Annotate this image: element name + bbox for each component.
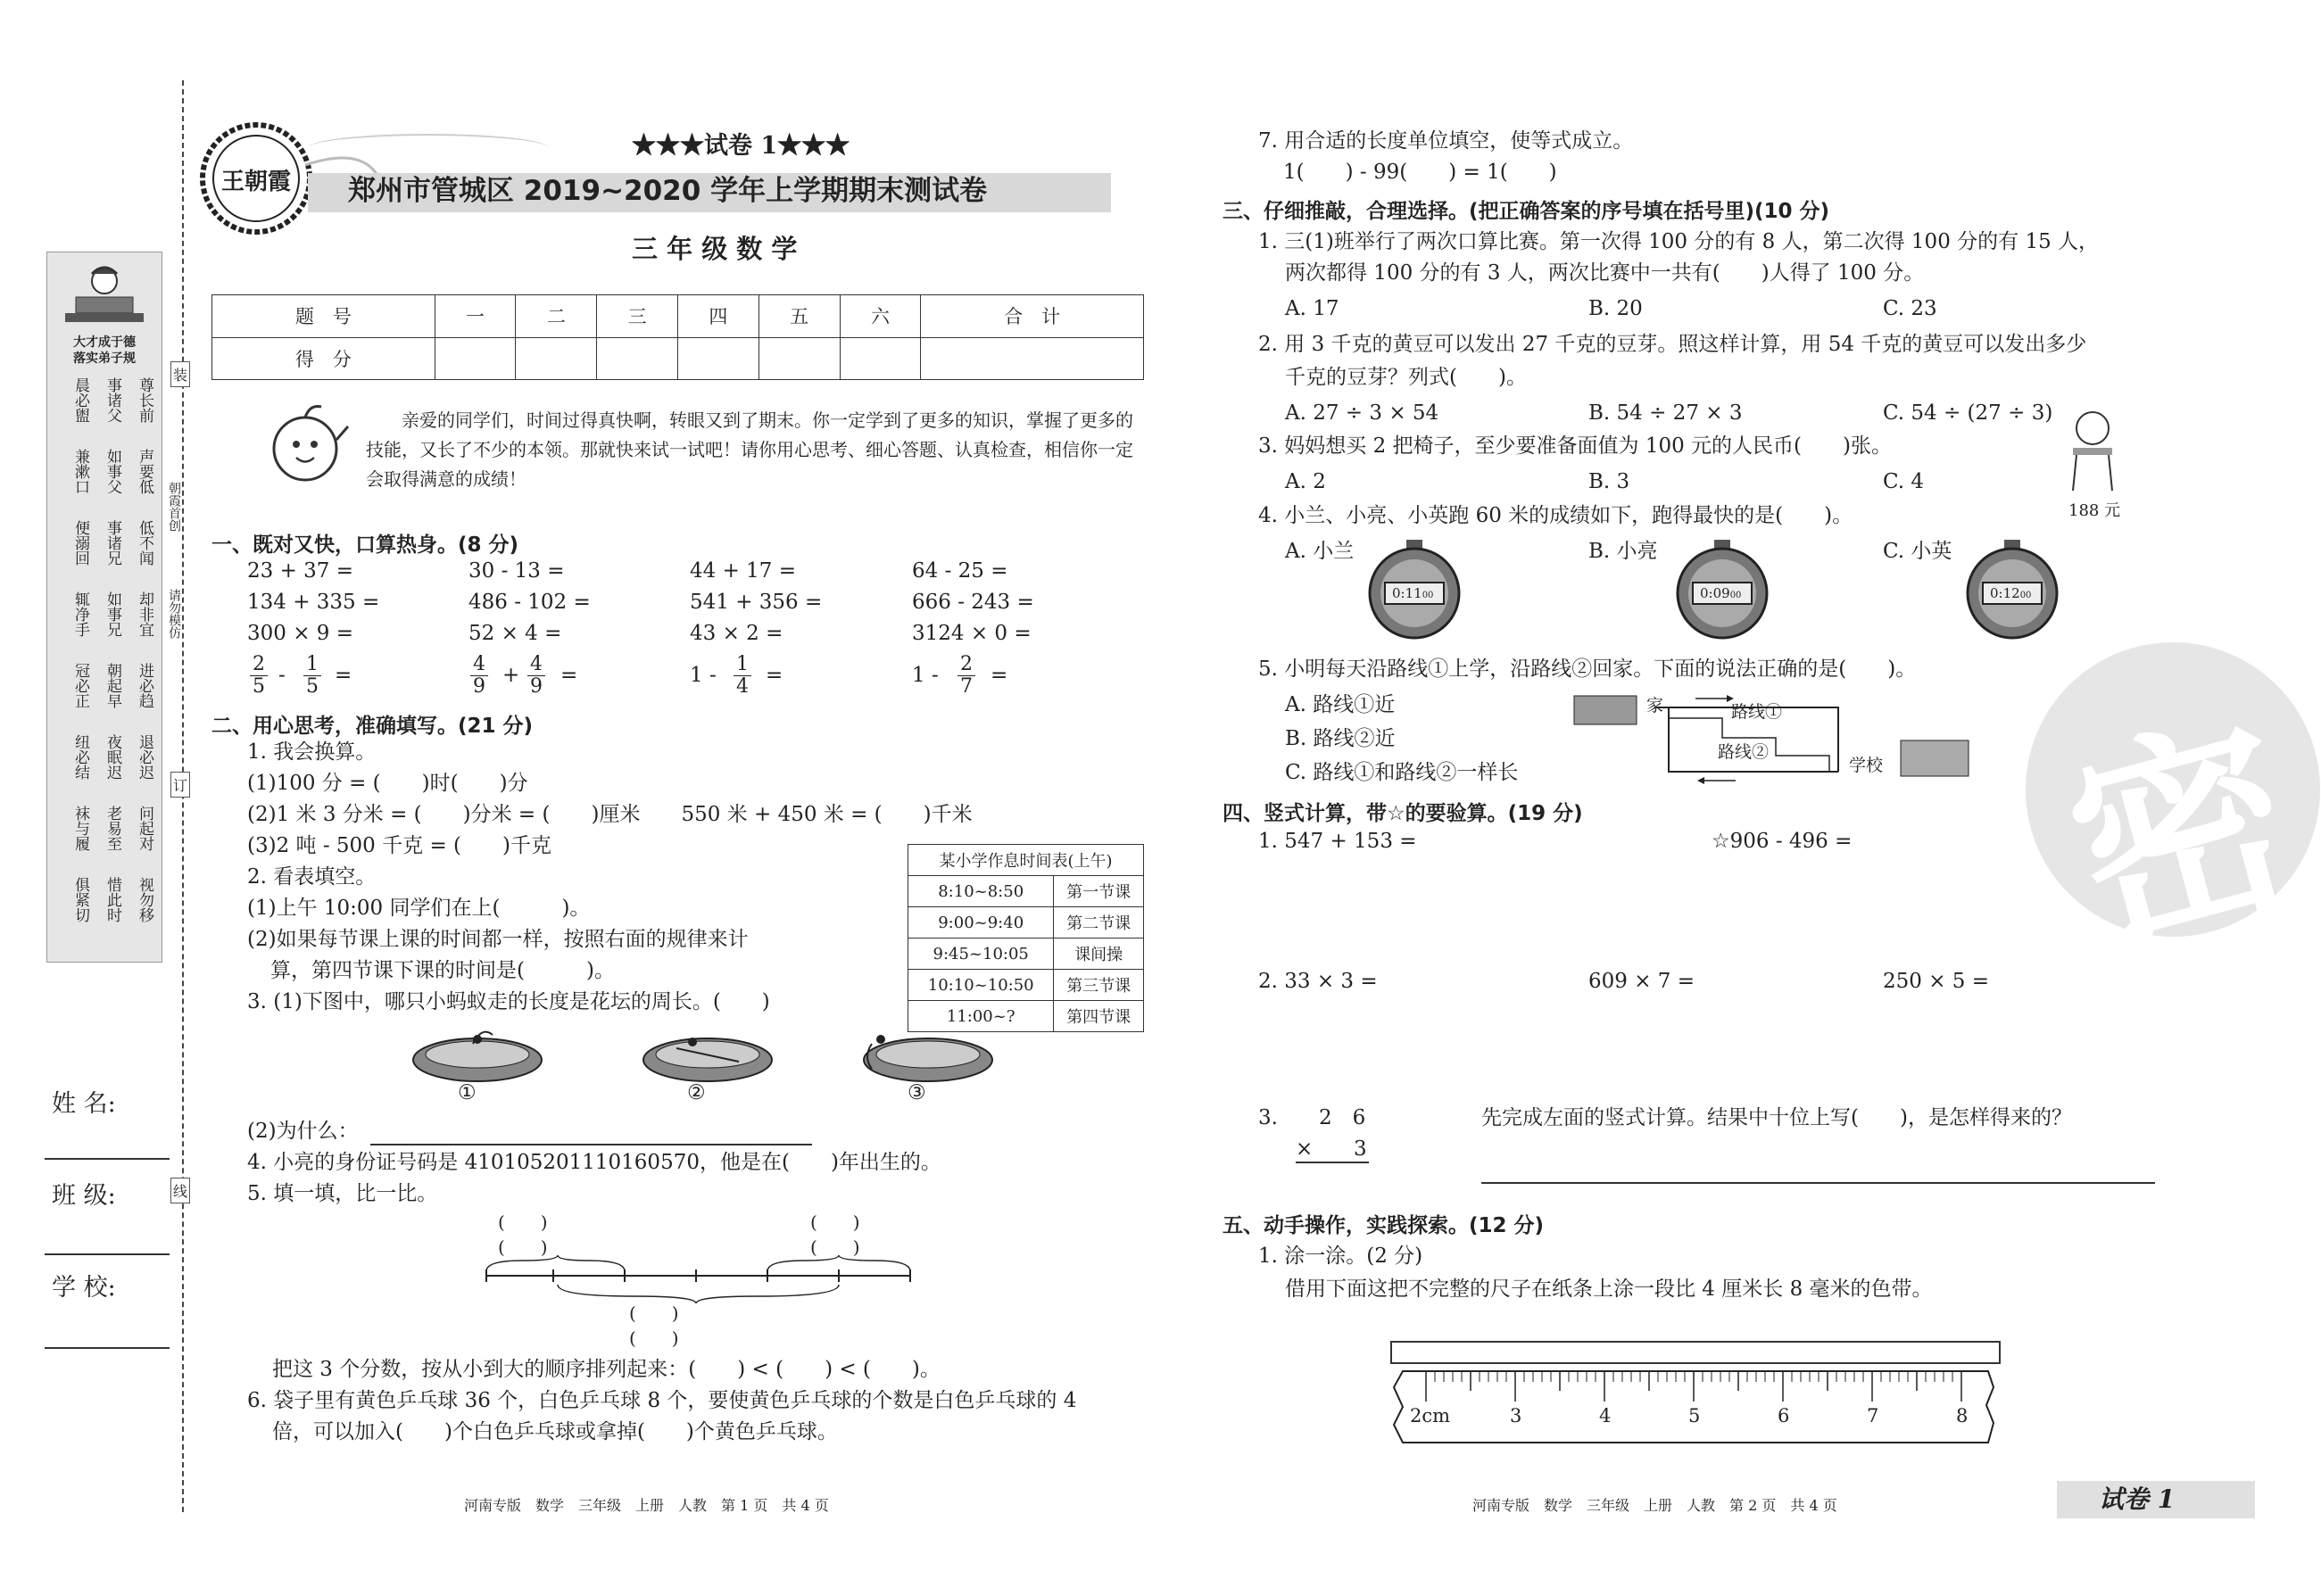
option[interactable]: C. 23: [1883, 297, 1937, 320]
score-row-label: 得 分: [212, 337, 435, 380]
option[interactable]: C. 路线①和路线②一样长: [1285, 761, 1519, 784]
question-2-3: 3. (1)下图中，哪只小蚂蚁走的长度是花坛的周长。( ): [247, 990, 770, 1013]
schedule-title: 某小学作息时间表(上午): [908, 845, 1144, 876]
section-2-title: 二、用心思考，准确填写。(21 分): [211, 715, 534, 738]
score-header-cell: 题 号: [212, 295, 435, 338]
chair-illustration: [2057, 410, 2128, 495]
route-1-label: 路线①: [1731, 702, 1783, 722]
fraction-blank[interactable]: ( ): [810, 1236, 860, 1258]
question-2-5: 5. 填一填，比一比。: [247, 1182, 438, 1205]
stopwatch-time: 0:0900: [1700, 585, 1742, 601]
motto-box: [46, 252, 162, 963]
chair-price: 188 元: [2068, 501, 2121, 520]
schedule-time: 10:10~10:50: [908, 970, 1054, 1001]
question-4-2c: 250 × 5 =: [1883, 970, 1990, 993]
question-5-1-desc: 借用下面这把不完整的尺子在纸条上涂一段比 4 厘米长 8 毫米的色带。: [1285, 1278, 1933, 1301]
ruler-label: 7: [1867, 1405, 1879, 1426]
question-3-4: 4. 小兰、小亮、小英跑 60 米的成绩如下，跑得最快的是( )。: [1258, 504, 1853, 527]
score-cell[interactable]: [677, 337, 758, 380]
motto-title-1: 大才成于德: [73, 335, 136, 350]
name-field[interactable]: [45, 1158, 170, 1160]
schedule-time: 9:45~10:05: [908, 939, 1054, 970]
motto-phrase: 退必迟: [136, 734, 153, 780]
question-2-2b: (2)如果每节课上课的时间都一样，按照右面的规律来计: [247, 928, 749, 951]
motto-phrase: 便溺回: [71, 520, 89, 566]
stopwatch-time: 0:1100: [1392, 585, 1434, 601]
vertical-calc-mul: ×: [1296, 1137, 1314, 1161]
apple-mascot: [261, 400, 350, 489]
binding-label-xian: 线: [170, 1178, 190, 1203]
binding-label-zhuang: 装: [170, 361, 190, 387]
flowerbed-3: [861, 1026, 995, 1088]
equals: =: [766, 664, 783, 687]
score-header-cell: 六: [840, 295, 921, 338]
calc-item: 23 + 37 =: [247, 559, 354, 583]
question-3-3: 3. 妈妈想买 2 把椅子，至少要准备面值为 100 元的人民币( )张。: [1258, 434, 1892, 458]
question-2-2a: (1)上午 10:00 同学们在上( )。: [247, 897, 591, 920]
option[interactable]: A. 17: [1285, 297, 1339, 320]
flowerbed-1: [410, 1026, 544, 1088]
fraction-blank[interactable]: ( ): [498, 1236, 548, 1258]
page-footer-left: 河南专版 数学 三年级 上册 人教 第 1 页 共 4 页: [464, 1497, 829, 1514]
section-1-title: 一、既对又快，口算热身。(8 分): [211, 533, 519, 557]
question-2-7-eq: 1( ) - 99( ) = 1( ): [1283, 161, 1557, 184]
question-3-2-cont: 千克的豆芽？列式( )。: [1285, 366, 1527, 389]
schedule-activity: 第四节课: [1054, 1001, 1144, 1032]
binding-label-ding: 订: [170, 772, 190, 798]
question-4-2a: 2. 33 × 3 =: [1258, 970, 1378, 993]
question-2-1b: (2)1 米 3 分米 = ( )分米 = ( )厘米 550 米 + 450 米 = ( )千米: [247, 803, 973, 826]
motto-phrase: 事诸兄: [104, 520, 121, 566]
calc-item: 666 - 243 =: [912, 591, 1034, 614]
vertical-calc-top: 2 6: [1319, 1106, 1366, 1129]
flowerbed-2: [641, 1026, 775, 1088]
option[interactable]: B. 20: [1588, 297, 1643, 320]
stopwatch-icon: [1963, 540, 2061, 642]
option[interactable]: B. 小亮: [1588, 540, 1658, 563]
section-3-title: 三、仔细推敲，合理选择。(把正确答案的序号填在括号里)(10 分): [1223, 200, 1830, 223]
option[interactable]: C. 4: [1883, 470, 1925, 493]
operator: +: [502, 664, 520, 687]
calc-item: 64 - 25 =: [912, 559, 1008, 583]
motto-phrase: 惜此时: [104, 877, 121, 922]
binding-note-1: 朝霞首创: [167, 482, 181, 532]
motto-phrase: 冠必正: [71, 663, 89, 708]
calc-item: 541 + 356 =: [690, 591, 823, 614]
fraction: $\frac{1}{5}$: [303, 654, 321, 698]
ruler-label: 6: [1778, 1405, 1790, 1426]
class-field[interactable]: [45, 1253, 170, 1255]
question-3-1: 1. 三(1)班举行了两次口算比赛。第一次得 100 分的有 8 人，第二次得 100 分的有 15 人，: [1258, 230, 2100, 253]
motto-phrase: 声要低: [136, 449, 153, 494]
calc-item: 486 - 102 =: [468, 591, 591, 614]
question-2-6-cont: 倍，可以加入( )个白色乒乓球或拿掉( )个黄色乒乓球。: [272, 1420, 838, 1443]
motto-phrase: 视勿移: [136, 877, 153, 922]
schedule-activity: 第一节课: [1054, 876, 1144, 907]
question-2-1c: (3)2 吨 - 500 千克 = ( )千克: [247, 834, 551, 857]
question-4-3: 先完成左面的竖式计算。结果中十位上写( )，是怎样得来的？: [1481, 1106, 2072, 1129]
brand-logo: [198, 120, 314, 236]
ruler-label: 3: [1510, 1405, 1522, 1426]
answer-line[interactable]: [1481, 1182, 2155, 1184]
option[interactable]: A. 路线①近: [1285, 693, 1396, 716]
schedule-time: 8:10~8:50: [908, 876, 1054, 907]
question-4-2b: 609 × 7 =: [1588, 970, 1695, 993]
question-2-1: 1. 我会换算。: [247, 740, 377, 764]
fraction: $\frac{4}{9}$: [470, 654, 488, 698]
motto-phrase: 夜眠迟: [104, 734, 121, 780]
schedule-time: 9:00~9:40: [908, 907, 1054, 939]
fraction-blank[interactable]: ( ): [629, 1327, 679, 1349]
motto-phrase: 纽必结: [71, 734, 89, 780]
logo-text: 王朝霞: [221, 169, 292, 195]
header-ribbon: [308, 134, 549, 162]
schedule-time: 11:00~?: [908, 1001, 1054, 1032]
question-2-7: 7. 用合适的长度单位填空，使等式成立。: [1258, 129, 1634, 153]
fraction-blank[interactable]: ( ): [498, 1211, 548, 1233]
intro-text: 亲爱的同学们，时间过得真快啊，转眼又到了期末。你一定学到了更多的知识，掌握了更多的技能，又长了不少的本领。那就快来试一试吧！请你用心思考、细心答题、认真检查，相信你一定会取得满意的成绩！: [366, 409, 1133, 490]
broken-ruler: [1390, 1369, 2004, 1445]
calc-item: 44 + 17 =: [690, 559, 797, 583]
ruler-label: 2cm: [1410, 1405, 1451, 1426]
section-5-title: 五、动手操作，实践探索。(12 分): [1223, 1214, 1545, 1237]
scholar-illustration: [56, 261, 153, 328]
fraction: $\frac{1}{4}$: [734, 654, 751, 698]
number-line: [482, 1253, 982, 1307]
motto-phrase: 如事父: [104, 449, 121, 494]
motto-phrase: 如事兄: [104, 591, 121, 637]
motto-phrase: 事诸父: [104, 377, 121, 423]
option[interactable]: B. 路线②近: [1285, 727, 1396, 750]
schedule-activity: 课间操: [1054, 939, 1144, 970]
option[interactable]: B. 3: [1588, 470, 1630, 493]
page-footer-right: 河南专版 数学 三年级 上册 人教 第 2 页 共 4 页: [1472, 1497, 1837, 1514]
schedule-table: [908, 844, 1144, 1032]
flowerbed-label: ③: [908, 1081, 926, 1104]
motto-phrase: 俱紧切: [71, 877, 89, 922]
score-cell[interactable]: [840, 337, 921, 380]
exam-tag: 试卷 1: [2099, 1484, 2176, 1514]
option[interactable]: C. 小英: [1883, 540, 1952, 563]
question-4-1b: ☆906 - 496 =: [1712, 830, 1853, 853]
motto-phrase: 低不闻: [136, 520, 153, 566]
motto-title-2: 落实弟子规: [73, 351, 136, 366]
exam-title: 郑州市管城区 2019~2020 学年上学期期末测试卷: [348, 175, 988, 207]
school-field[interactable]: [45, 1347, 170, 1349]
fraction: $\frac{2}{5}$: [250, 654, 268, 698]
score-header-cell: 一: [435, 295, 516, 338]
motto-phrase: 却非宜: [136, 591, 153, 637]
question-4-1a: 1. 547 + 153 =: [1258, 830, 1417, 853]
question-2-2b-cont: 算，第四节课下课的时间是( )。: [270, 959, 615, 982]
score-cell[interactable]: [516, 337, 597, 380]
question-3-5: 5. 小明每天沿路线①上学，沿路线②回家。下面的说法正确的是( )。: [1258, 657, 1917, 681]
operator: -: [278, 664, 286, 687]
motto-phrase: 晨必盥: [71, 377, 89, 423]
section-4-title: 四、竖式计算，带☆的要验算。(19 分): [1223, 802, 1583, 825]
binding-note-2: 请勿模仿: [167, 589, 181, 639]
question-5-1: 1. 涂一涂。(2 分): [1258, 1245, 1423, 1268]
motto-phrase: 朝起早: [104, 663, 121, 708]
school-label: 学 校:: [52, 1274, 116, 1302]
calc-prefix: 1 -: [912, 664, 939, 687]
motto-phrase: 问起对: [136, 806, 153, 851]
question-2-1a: (1)100 分 = ( )时( )分: [247, 772, 528, 795]
stopwatch-icon: [1365, 540, 1463, 642]
question-2-3b: (2)为什么：: [247, 1120, 359, 1143]
equals: =: [560, 664, 578, 687]
question-4-3-num: 3.: [1258, 1106, 1278, 1129]
paper-strip[interactable]: [1390, 1341, 2001, 1364]
equals: =: [991, 664, 1008, 687]
fraction: $\frac{4}{9}$: [527, 654, 545, 698]
name-label: 姓 名:: [52, 1090, 116, 1118]
route-home-label: 家: [1646, 696, 1664, 715]
option[interactable]: A. 小兰: [1285, 540, 1355, 563]
watermark-char: 密: [2046, 688, 2318, 985]
motto-phrase: 老易至: [104, 806, 121, 851]
fraction: $\frac{2}{7}$: [957, 654, 975, 698]
question-2-5-order: 把这 3 个分数，按从小到大的顺序排列起来：( ) < ( ) < ( )。: [272, 1358, 941, 1381]
exam-badge: ★★★试卷 1★★★: [632, 132, 850, 160]
motto-phrase: 尊长前: [136, 377, 153, 423]
question-3-2: 2. 用 3 千克的黄豆可以发出 27 千克的豆芽。照这样计算，用 54 千克的黄豆可以发出多少: [1258, 333, 2087, 356]
score-cell[interactable]: [758, 337, 840, 380]
ruler-label: 5: [1688, 1405, 1701, 1426]
question-2-6: 6. 袋子里有黄色乒乓球 36 个，白色乒乓球 8 个，要使黄色乒乓球的个数是白色乒乓球的 4: [247, 1389, 1077, 1412]
ruler-label: 4: [1599, 1405, 1612, 1426]
score-header-cell: 四: [677, 295, 758, 338]
stopwatch-icon: [1673, 540, 1771, 642]
ruler-label: 8: [1956, 1405, 1969, 1426]
exam-subtitle: 三 年 级 数 学: [632, 234, 798, 264]
question-3-1-cont: 两次都得 100 分的有 3 人，两次比赛中一共有( )人得了 100 分。: [1285, 261, 1925, 285]
calc-prefix: 1 -: [690, 664, 717, 687]
calc-item: 52 × 4 =: [468, 622, 562, 645]
flowerbed-label: ①: [458, 1081, 477, 1104]
vertical-calc-rule: [1296, 1162, 1369, 1163]
equals: =: [335, 664, 352, 687]
score-header-cell: 合 计: [921, 295, 1144, 338]
fraction-blank[interactable]: ( ): [629, 1302, 679, 1324]
motto-phrase: 袜与履: [71, 806, 89, 851]
option[interactable]: B. 54 ÷ 27 × 3: [1588, 401, 1743, 425]
motto-phrase: 进必趋: [136, 663, 153, 708]
stopwatch-time: 0:1200: [1990, 585, 2032, 601]
answer-line[interactable]: [370, 1144, 812, 1145]
score-cell[interactable]: [597, 337, 678, 380]
motto-phrase: 兼漱口: [71, 449, 89, 494]
calc-item: 30 - 13 =: [468, 559, 565, 583]
schedule-activity: 第二节课: [1054, 907, 1144, 939]
motto-phrase: 辄净手: [71, 591, 89, 637]
vertical-calc-bot: 3: [1354, 1137, 1367, 1161]
score-table: [211, 294, 1144, 380]
option[interactable]: C. 54 ÷ (27 ÷ 3): [1883, 401, 2053, 425]
question-2-4: 4. 小亮的身份证号码是 410105201110160570，他是在( )年出生的。: [247, 1151, 941, 1174]
score-cell[interactable]: [921, 337, 1144, 380]
class-label: 班 级:: [52, 1182, 116, 1210]
calc-item: 3124 × 0 =: [912, 622, 1032, 645]
option[interactable]: A. 27 ÷ 3 × 54: [1285, 401, 1439, 425]
calc-item: 134 + 335 =: [247, 591, 380, 614]
calc-item: 43 × 2 =: [690, 622, 783, 645]
option[interactable]: A. 2: [1285, 470, 1326, 493]
fraction-blank[interactable]: ( ): [810, 1211, 860, 1233]
score-cell[interactable]: [435, 337, 516, 380]
schedule-activity: 第三节课: [1054, 970, 1144, 1001]
motto-text-grid: [58, 377, 154, 948]
calc-item: 300 × 9 =: [247, 622, 354, 645]
score-header-cell: 五: [758, 295, 840, 338]
score-header-cell: 二: [516, 295, 597, 338]
route-school-label: 学校: [1849, 756, 1884, 775]
route-2-label: 路线②: [1718, 742, 1770, 762]
score-header-cell: 三: [597, 295, 678, 338]
question-2-2: 2. 看表填空。: [247, 865, 377, 889]
flowerbed-label: ②: [687, 1081, 706, 1104]
